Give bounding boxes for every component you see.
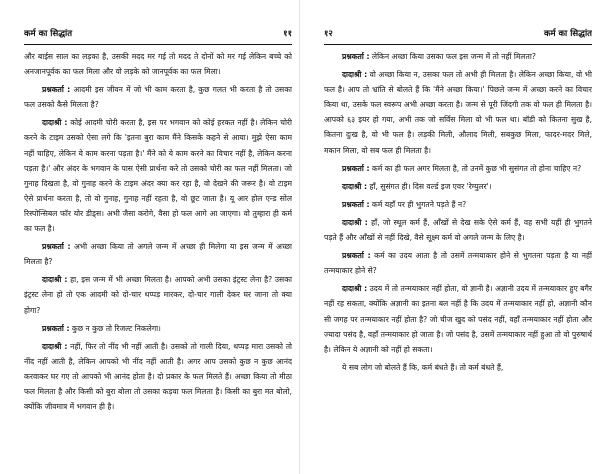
paragraph: [24, 339, 292, 414]
paragraph-text: लेकिन अच्छा किया उसका फल इस जन्म में तो नहीं मिलता?: [371, 52, 536, 61]
speaker-label: दादाश्री :: [342, 217, 368, 227]
paragraph-text: हा, इस जन्म में भी अच्छा मिलता है। आपको अभी उसका इंट्रस्ट लेना है? उसका इंट्रस्ट लेना हो तो एक आदमी को दो-चार थप्पड़ मारकर, दो-चार गाली देकर घर जाना तो क्या होगा?: [24, 275, 292, 315]
paragraph: [324, 67, 592, 158]
speaker-label: प्रश्नकर्ता :: [42, 323, 70, 333]
speaker-label: दादाश्री :: [42, 341, 68, 351]
left-page-header: [24, 26, 292, 45]
paragraph: [324, 49, 592, 64]
paragraph: [324, 248, 592, 278]
paragraph: [24, 272, 292, 317]
right-running-title: कर्म का सिद्धांत: [543, 29, 592, 39]
speaker-label: प्रश्नकर्ता :: [342, 199, 370, 209]
paragraph: [24, 49, 292, 79]
paragraph-text: और बाईस साल का लड़का है, उसकी मदद मर गई तो मदद ते दोनों को मर गई लेकिन बच्चे को अनजानपूर्वक का फल मिला और वो लड़के को जानपूर्वक का फल मिला।: [24, 52, 292, 77]
page-gutter: [299, 0, 300, 474]
paragraph-text: हाँ, सुसंगत ही। दिस वर्ल्ड इज एवर 'रेग्युलर'।: [369, 181, 492, 191]
paragraph-text: कोई आदमी चोरी करता है, इस पर भगवान को कोई हरकत नहीं है। लेकिन चोरी करने के टाइम उसको ऐसा लगे कि 'इतना बुरा काम मैंने किसके कहने से आया। मुझे ऐसा काम नहीं चाहिए, लेकिन ये काम करना पड़ता है।' मैंने को ये काम करने का विचार नहीं है, लेकिन करना पड़ता है।' और अंदर के भगवान के पास ऐसी प्रार्थना करे तो उसको चोरी का फल नहीं मिलता। जो गुनाह दिखता है, वो गुनाह करने के टाइम अंदर क्या कर रहा है, वो देखने की जरूर है। वो टाइम ऐसे प्रार्थना करता है, तो वो गुनाह, गुनाह नहीं रहता है, वो छूट जाता है। यू आर होल एन्ड सोल रिस्पोन्सिबल फॉर योर डीड्स। अभी जैसा करोगे, वैसा हो फल आगे आ जाएगा। वो तुम्हारा ही कर्म का फल है।: [24, 118, 292, 234]
speaker-label: प्रश्नकर्ता :: [42, 242, 71, 252]
left-page: [24, 0, 292, 474]
right-page-header: [324, 26, 592, 45]
speaker-label: दादाश्री :: [342, 70, 368, 80]
paragraph-text: कर्म का उदय आता है तो उसमें तन्मयाकार होने से भुगतना पड़ता है या नहीं तन्मयाकार होने से?: [324, 251, 592, 276]
paragraph: [324, 179, 592, 194]
left-running-title: कर्म का सिद्धांत: [24, 29, 73, 39]
paragraph-text: अभी अच्छा किया तो अगले जन्म में अच्छा ही मिलेगा या इस जन्म में अच्छा मिलता है?: [24, 242, 292, 267]
right-page: [324, 0, 592, 474]
speaker-label: प्रश्नकर्ता :: [42, 85, 71, 95]
paragraph: [24, 239, 292, 269]
paragraph-text: वो अच्छा किया न, उसका फल तो अभी ही मिलता है। लेकिन अच्छा किया, वो भी फल है। आप तो भ्रांति से बोलते हैं कि 'मैंने अच्छा किया।' पिछले जन्म में अच्छा करने का विचार किया था, उसके फल स्वरूप अभी अच्छा करता है। जन्म से पूरी जिंदगी तक वो फल ही मिलता है। आपको ६३ इयर हो गया, अभी तक जो सर्विस मिला वो भी फल था। बॉडी को कितना सुख है, कितना दुःख है, वो भी फल है। लड़की मिली, औलाद मिली, सबकुछ मिला, फादर-मदर मिले, मकान मिला, वो सब फल ही मिलता है।: [324, 70, 592, 155]
paragraph-text: उदय में तो तन्मयाकार नहीं होता, वो ज्ञानी है। अज्ञानी उदय में तन्मयाकार हुए बगैर नहीं रह सकता, क्योंकि अज्ञानी का इतना बल नहीं है कि उदय में तन्मयाकार नहीं हो, अज्ञानी कौन सी जगह पर तन्मयाकार नहीं होता है? जो चीज खुद को पसंद नहीं, वहाँ तन्मयाकार नहीं होता और ज्यादा पसंद है, वहाँ तन्मयाकार हो जाता है। जो पसंद है, उसमें तन्मयाकार नहीं हुआ तो वो पुरुषार्थ है। लेकिन ये अज्ञानी को नहीं हो सकता।: [324, 284, 592, 354]
speaker-label: प्रश्नकर्ता :: [342, 251, 371, 261]
paragraph-text: आदमी इस जीवन में जो भी काम करता है, कुछ गलत भी करता है तो उसका फल उसको कैसे मिलता है?: [24, 85, 292, 110]
speaker-label: प्रश्नकर्ता :: [342, 52, 370, 61]
speaker-label: दादाश्री :: [42, 118, 68, 128]
speaker-label: दादाश्री :: [342, 181, 368, 191]
paragraph-text: कर्म यहाँ पर ही भुगतने पड़ते हैं न?: [371, 199, 467, 209]
paragraph: [24, 115, 292, 236]
paragraph: [324, 281, 592, 356]
left-page-body: [24, 45, 292, 414]
paragraph: [324, 161, 592, 176]
right-page-number: १२: [324, 29, 333, 39]
speaker-label: दादाश्री :: [342, 284, 368, 294]
paragraph-text: ये सब लोग जो बोलते हैं कि, कर्म बंधते हैं। तो कर्म बंधते हैं,: [342, 362, 504, 372]
paragraph: [24, 82, 292, 112]
paragraph: [324, 197, 592, 212]
paragraph-text: कर्म का ही फल अगर मिलता है, तो उनमें कुछ भी सुसंगत तो होना चाहिए न?: [371, 163, 582, 173]
paragraph-text: नहीं, फिर तो नींद भी नहीं आती है। उसको तो गाली दिया, थप्पड़ मारा उसको तो नींद नहीं आती है, लेकिन आपको भी नींद नहीं आती है। अगर आप उसको कुछ न कुछ आनंद करवाकर घर गए तो आपको भी आनंद होता है। दो प्रकार के फल मिलते हैं। अच्छा किया तो मीठा फल मिलता है और किसी को बुरा बोला तो उसका कड़वा फल मिलता है। किसी का बुरा मत बोलो, क्योंकि जीवमात्र में भगवान ही है।: [24, 341, 292, 412]
speaker-label: दादाश्री :: [42, 275, 68, 285]
left-page-number: ११: [283, 29, 292, 39]
paragraph: [24, 321, 292, 336]
paragraph-text: हाँ, जो स्थूल कर्म हैं, आँखों से देख सके ऐसे कर्म हैं, वह सभी यहीं ही भुगतने पड़ते हैं और आँखों से नहीं दिखे, वैसे सूक्ष्म कर्म वो अगले जन्म के लिए है।: [324, 217, 592, 243]
right-page-body: [324, 45, 592, 375]
paragraph: [324, 215, 592, 245]
speaker-label: प्रश्नकर्ता :: [342, 163, 370, 173]
paragraph: [324, 360, 592, 375]
paragraph-text: कुछ न कुछ तो रिजल्ट निकलेगा।: [71, 323, 161, 333]
